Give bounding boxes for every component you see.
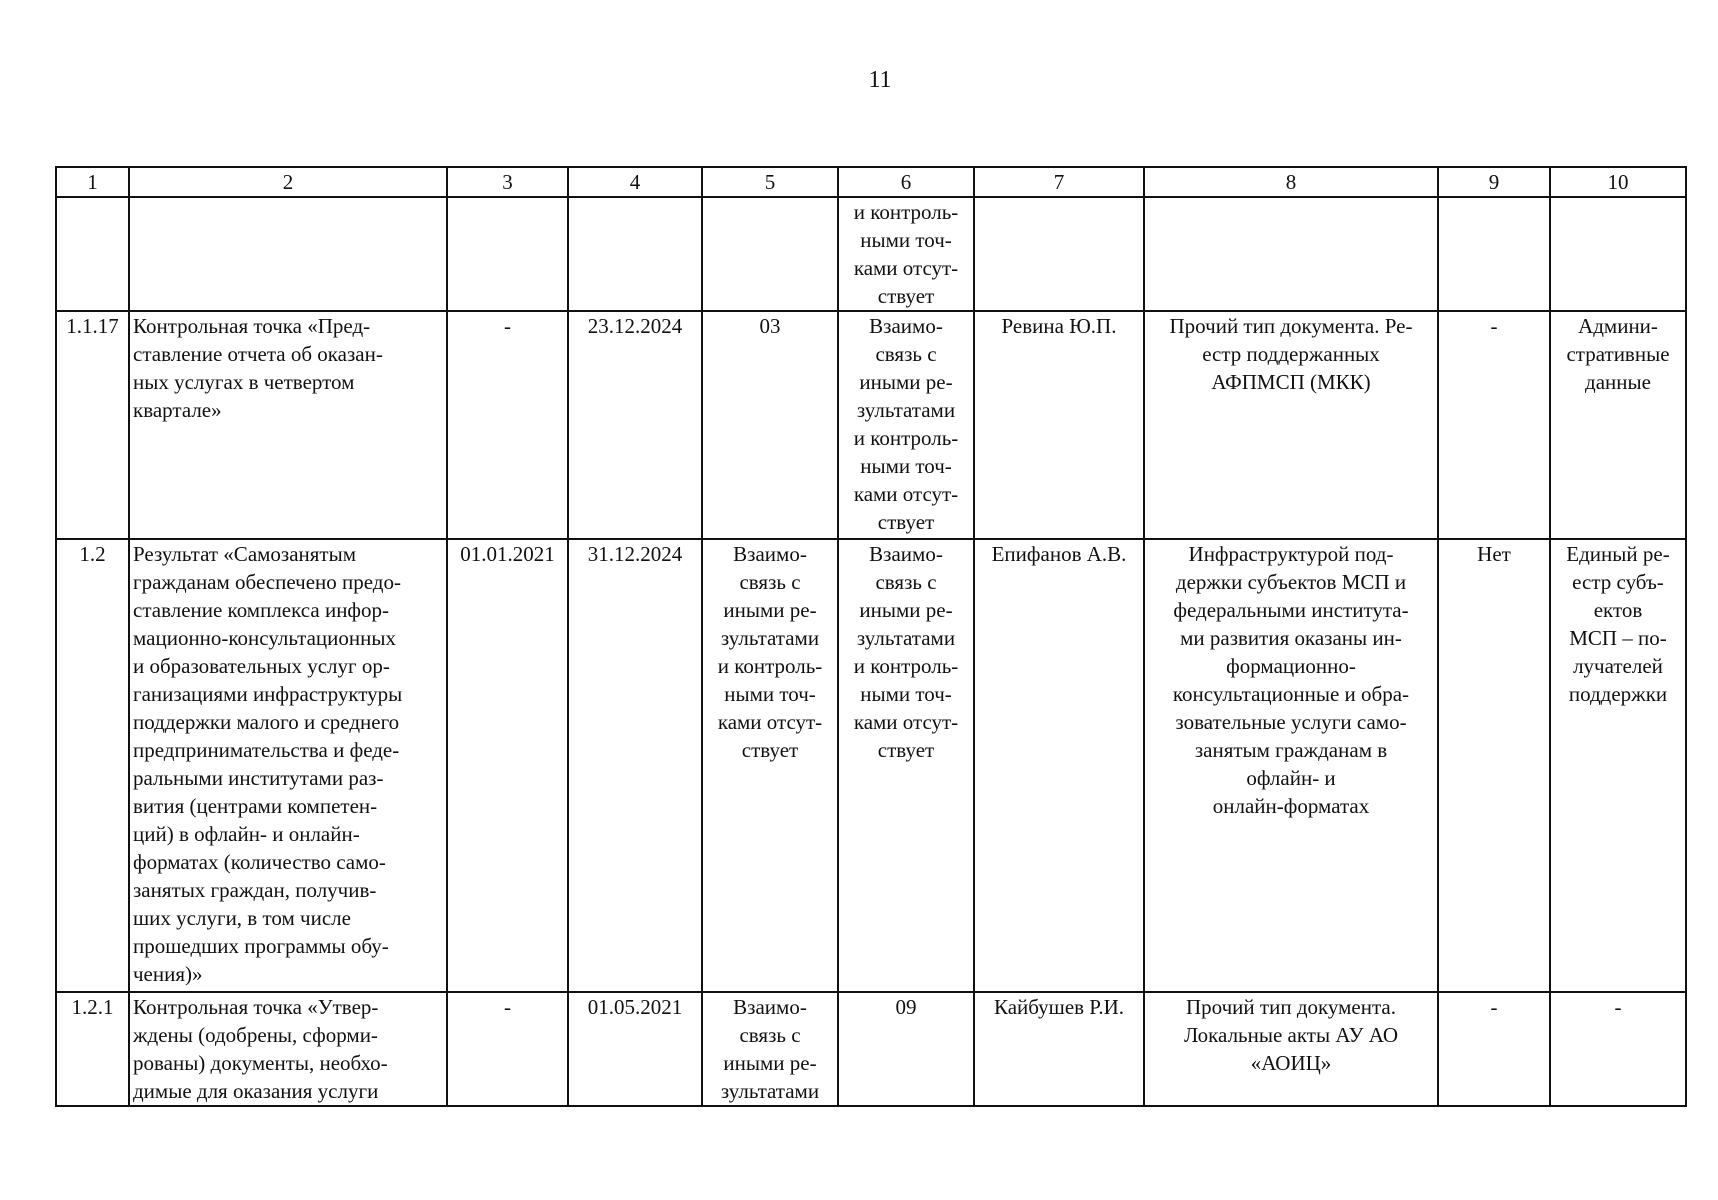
cell-col10 [1550, 992, 1686, 1106]
cell-col9: Нет [1438, 539, 1550, 992]
table-row [56, 197, 1686, 311]
cell-text-line: Прочий тип документа. [1186, 995, 1396, 1019]
cell-text-line: ками отсут- [853, 710, 959, 734]
cell-end-date: 23.12.2024 [568, 311, 702, 539]
cell-text-line: ными точ- [860, 228, 952, 252]
document-table [55, 166, 1687, 1107]
cell-text-line: Взаимо- [869, 542, 943, 566]
cell-text-line: - [1614, 995, 1622, 1019]
cell-text-line: Контрольная точка «Пред- [133, 314, 371, 338]
column-header: 10 [1550, 167, 1686, 197]
cell-text-line: консультационные и обра- [1172, 682, 1410, 706]
cell-text-line: зультатами [720, 1079, 820, 1103]
cell-document [1144, 311, 1438, 539]
cell-col9: - [1438, 311, 1550, 539]
cell-text-line: естр субъ- [1572, 570, 1664, 594]
cell-text-line: предпринимательства и феде- [133, 738, 400, 762]
cell-text-line: занятых граждан, получив- [133, 878, 377, 902]
cell-text-line: димые для оказания услуги [133, 1079, 379, 1103]
cell-text-line: и контроль- [853, 654, 959, 678]
cell-col9: - [1438, 992, 1550, 1106]
cell-col6 [838, 992, 974, 1106]
column-header: 8 [1144, 167, 1438, 197]
cell-text-line: Единый ре- [1566, 542, 1670, 566]
page-number: 11 [868, 67, 892, 93]
cell-document [1144, 197, 1438, 311]
cell-number: 1.2 [56, 539, 129, 992]
cell-text-line: квартале» [133, 398, 222, 422]
column-header: 4 [568, 167, 702, 197]
cell-text-line: ными точ- [860, 454, 952, 478]
cell-text-line: ствует [741, 738, 799, 762]
column-header: 6 [838, 167, 974, 197]
cell-description [129, 197, 447, 311]
cell-text-line: данные [1585, 370, 1651, 394]
cell-text-line: МСП – по- [1569, 626, 1667, 650]
cell-text-line: зовательные услуги само- [1175, 710, 1407, 734]
table-row [56, 311, 1686, 539]
cell-text-line: мационно-консультационных [133, 626, 396, 650]
column-header: 2 [129, 167, 447, 197]
cell-col9 [1438, 197, 1550, 311]
column-header: 7 [974, 167, 1144, 197]
cell-col5 [702, 992, 838, 1106]
cell-text-line: Результат «Самозанятым [133, 542, 357, 566]
cell-responsible: Ревина Ю.П. [974, 311, 1144, 539]
cell-text-line: «АОИЦ» [1250, 1051, 1332, 1075]
cell-text-line: зультатами [856, 626, 956, 650]
cell-responsible [974, 197, 1144, 311]
cell-col5 [702, 539, 838, 992]
cell-text-line: ших услуги, в том числе [133, 906, 351, 930]
cell-text-line: формационно- [1226, 654, 1356, 678]
cell-text-line: зультатами [720, 626, 820, 650]
cell-responsible: Кайбушев Р.И. [974, 992, 1144, 1106]
cell-number: 1.2.1 [56, 992, 129, 1106]
cell-text-line: офлайн- и [1246, 766, 1336, 790]
cell-text-line: ствует [877, 510, 935, 534]
cell-text-line: прошедших программы обу- [133, 934, 389, 958]
cell-number: 1.1.17 [56, 311, 129, 539]
cell-text-line: ральными институтами раз- [133, 766, 384, 790]
cell-col5 [702, 197, 838, 311]
cell-text-line: Админи- [1578, 314, 1658, 338]
cell-text-line: связь с [739, 570, 801, 594]
table-row [56, 992, 1686, 1106]
cell-text-line: ными точ- [724, 682, 816, 706]
cell-text-line: иными ре- [723, 1051, 817, 1075]
cell-start-date: 01.01.2021 [447, 539, 568, 992]
cell-text-line: иными ре- [723, 598, 817, 622]
cell-text-line: ных услугах в четвертом [133, 370, 355, 394]
cell-text-line: иными ре- [859, 598, 953, 622]
cell-document [1144, 992, 1438, 1106]
cell-text-line: ставление комплекса инфор- [133, 598, 390, 622]
column-header: 1 [56, 167, 129, 197]
cell-text-line: связь с [875, 570, 937, 594]
cell-text-line: и контроль- [853, 200, 959, 224]
cell-text-line: вития (центрами компетен- [133, 794, 378, 818]
cell-document [1144, 539, 1438, 992]
cell-text-line: 03 [759, 314, 781, 338]
cell-text-line: ций) в офлайн- и онлайн- [133, 822, 360, 846]
cell-text-line: онлайн-форматах [1212, 794, 1370, 818]
cell-col10 [1550, 539, 1686, 992]
cell-text-line: зультатами [856, 398, 956, 422]
cell-text-line: лучателей [1573, 654, 1663, 678]
cell-text-line: держки субъектов МСП и [1175, 570, 1407, 594]
cell-text-line: связь с [739, 1023, 801, 1047]
cell-description [129, 992, 447, 1106]
cell-text-line: ками отсут- [853, 256, 959, 280]
cell-responsible: Епифанов А.В. [974, 539, 1144, 992]
cell-text-line: иными ре- [859, 370, 953, 394]
cell-col6 [838, 311, 974, 539]
cell-text-line: Прочий тип документа. Ре- [1169, 314, 1413, 338]
cell-end-date [568, 197, 702, 311]
cell-text-line: 09 [895, 995, 917, 1019]
cell-text-line: и контроль- [717, 654, 823, 678]
cell-text-line: ставление отчета об оказан- [133, 342, 383, 366]
cell-text-line: Локальные акты АУ АО [1183, 1023, 1399, 1047]
cell-text-line: Взаимо- [733, 542, 807, 566]
cell-text-line: ными точ- [860, 682, 952, 706]
table-header-row [56, 167, 1686, 197]
cell-text-line: поддержки [1568, 682, 1668, 706]
cell-end-date: 31.12.2024 [568, 539, 702, 992]
cell-text-line: и контроль- [853, 426, 959, 450]
cell-number [56, 197, 129, 311]
cell-col6 [838, 197, 974, 311]
column-header: 9 [1438, 167, 1550, 197]
cell-text-line: ждены (одобрены, сформи- [133, 1023, 378, 1047]
cell-text-line: ганизациями инфраструктуры [133, 682, 403, 706]
cell-text-line: Взаимо- [869, 314, 943, 338]
cell-text-line: чения)» [133, 962, 203, 986]
cell-text-line: ствует [877, 284, 935, 308]
cell-text-line: занятым гражданам в [1194, 738, 1388, 762]
cell-text-line: федеральными института- [1173, 598, 1409, 622]
table-row [56, 539, 1686, 992]
cell-text-line: ствует [877, 738, 935, 762]
cell-description [129, 539, 447, 992]
cell-text-line: АФПМСП (МКК) [1211, 370, 1371, 394]
cell-col10 [1550, 197, 1686, 311]
cell-description [129, 311, 447, 539]
cell-text-line: ектов [1593, 598, 1643, 622]
cell-text-line: естр поддержанных [1202, 342, 1380, 366]
column-header: 5 [702, 167, 838, 197]
cell-start-date [447, 197, 568, 311]
cell-text-line: связь с [875, 342, 937, 366]
cell-text-line: рованы) документы, необхо- [133, 1051, 388, 1075]
cell-text-line: поддержки малого и среднего [133, 710, 400, 734]
cell-start-date: - [447, 311, 568, 539]
cell-col10 [1550, 311, 1686, 539]
cell-text-line: форматах (количество само- [133, 850, 386, 874]
cell-col5 [702, 311, 838, 539]
column-header: 3 [447, 167, 568, 197]
cell-text-line: стративные [1566, 342, 1670, 366]
cell-text-line: Контрольная точка «Утвер- [133, 995, 379, 1019]
cell-text-line: Инфраструктурой под- [1188, 542, 1394, 566]
cell-text-line: ми развития оказаны ин- [1180, 626, 1402, 650]
cell-text-line: и образовательных услуг ор- [133, 654, 390, 678]
cell-text-line: Взаимо- [733, 995, 807, 1019]
cell-end-date: 01.05.2021 [568, 992, 702, 1106]
cell-col6 [838, 539, 974, 992]
cell-text-line: гражданам обеспечено предо- [133, 570, 401, 594]
cell-start-date: - [447, 992, 568, 1106]
cell-text-line: ками отсут- [717, 710, 823, 734]
cell-text-line: ками отсут- [853, 482, 959, 506]
